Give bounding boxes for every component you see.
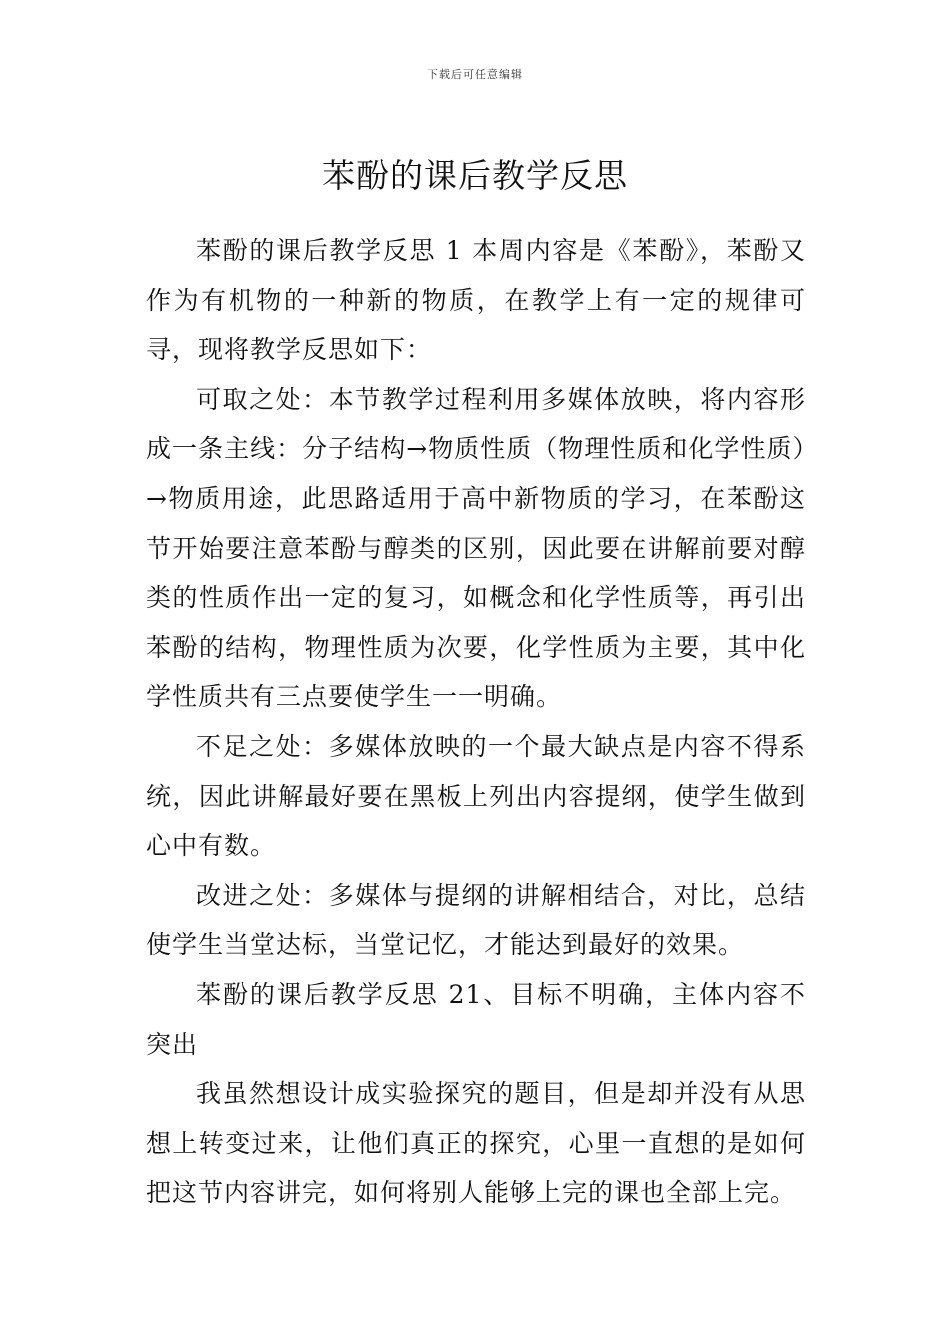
header-note: 下载后可任意编辑 [427,68,523,81]
paragraph-reflection-2-heading: 苯酚的课后教学反思 21、目标不明确，主体内容不突出 [146,979,806,1059]
paragraph-weaknesses: 不足之处：多媒体放映的一个最大缺点是内容不得系统，因此讲解最好要在黑板上列出内容提纲，使学生做到心中有数。 [146,731,806,861]
paragraph-reflection-1-intro: 苯酚的课后教学反思 1 本周内容是《苯酚》，苯酚又作为有机物的一种新的物质，在教学上有一定的规律可寻，现将教学反思如下： [146,236,806,365]
document-title: 苯酚的课后教学反思 [322,156,628,196]
paragraph-strengths: 可取之处：本节教学过程利用多媒体放映，将内容形成一条主线：分子结构→物质性质（物理性质和化学性质）→物质用途，此思路适用于高中新物质的学习，在苯酚这节开始要注意苯酚与醇类的区别，因此要在讲解前要对醇类的性质作出一定的复习，如概念和化学性质等，再引出苯酚的结构，物理性质为次要，化学性质为主要，其中化学性质共有三点要使学生一一明确。 [146,384,806,712]
document-body [146,226,806,1218]
paragraph-reflection-2-body: 我虽然想设计成实验探究的题目，但是却并没有从思想上转变过来，让他们真正的探究，心里一直想的是如何把这节内容讲完，如何将别人能够上完的课也全部上完。 [146,1079,806,1208]
paragraph-improvements: 改进之处：多媒体与提纲的讲解相结合，对比，总结使学生当堂达标，当堂记忆，才能达到最好的效果。 [146,880,806,960]
